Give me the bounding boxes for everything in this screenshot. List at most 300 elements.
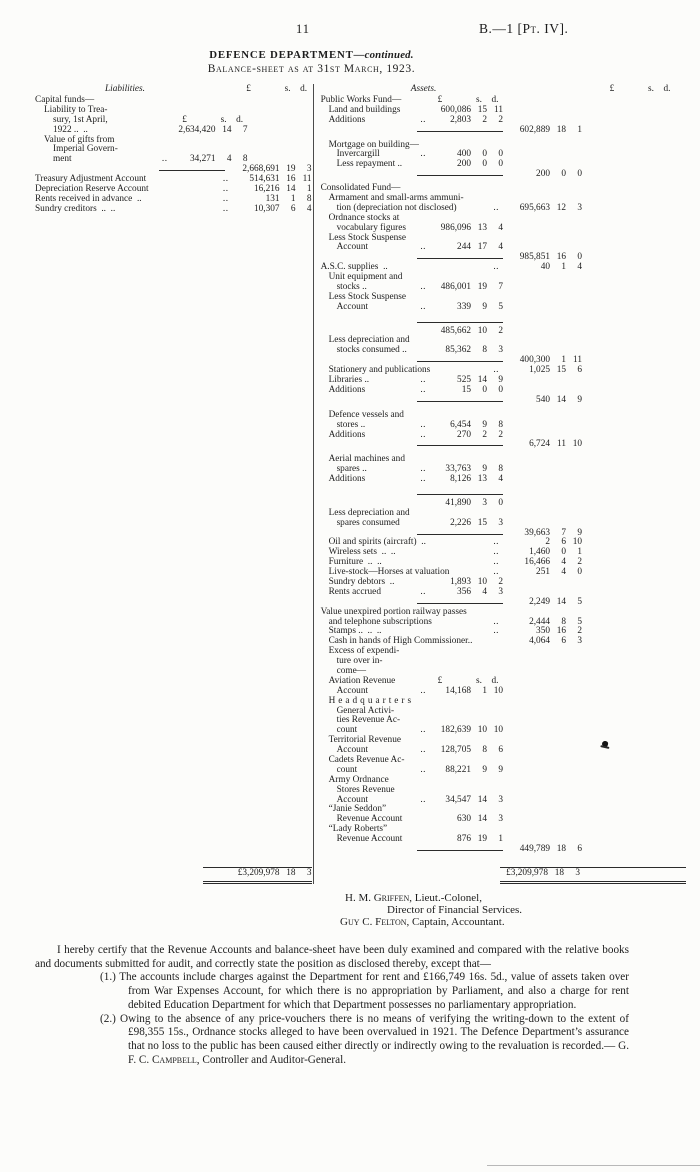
amount-pounds: 1,460 bbox=[529, 547, 550, 558]
amount-pence: 9 bbox=[498, 764, 503, 775]
amount-group bbox=[488, 637, 582, 647]
grand-total-row bbox=[314, 855, 681, 878]
row-label: Revenue Account bbox=[336, 814, 403, 825]
amount-pounds: 1,025 bbox=[529, 365, 550, 376]
amount-pounds: 400,300 bbox=[519, 355, 550, 366]
amount-pounds: 630 bbox=[457, 814, 471, 825]
row-label: Stamps .. .. .. bbox=[328, 626, 382, 637]
row-label: and telephone subscriptions bbox=[328, 616, 432, 627]
amount-shillings: 16 bbox=[556, 252, 566, 263]
row-label: Invercargill bbox=[336, 149, 380, 160]
row-label: Account bbox=[336, 745, 369, 756]
amount-group bbox=[488, 618, 582, 628]
amount-group bbox=[409, 243, 503, 253]
row-label: Additions bbox=[328, 114, 366, 125]
row-label: count bbox=[336, 764, 358, 775]
row-label: stocks .. bbox=[336, 282, 367, 293]
row-label: Libraries .. bbox=[328, 375, 370, 386]
row-label: Aerial machines and bbox=[328, 454, 405, 465]
row-label: Stores Revenue bbox=[336, 784, 395, 795]
amount-pence: d. bbox=[491, 95, 499, 105]
dot-leader: .. bbox=[420, 586, 426, 597]
amount-pounds: 34,547 bbox=[445, 794, 471, 805]
dot-leader: .. bbox=[420, 745, 426, 756]
dot-leader: .. bbox=[493, 262, 499, 273]
amount-shillings: 6 bbox=[290, 203, 296, 214]
dot-leader: .. bbox=[420, 764, 426, 775]
dot-leader: .. bbox=[420, 725, 426, 736]
amount-group bbox=[488, 529, 582, 539]
amount-pence: 7 bbox=[498, 282, 503, 293]
amount-group bbox=[409, 116, 503, 126]
amount-group bbox=[154, 155, 248, 165]
dot-leader: .. bbox=[493, 557, 499, 568]
certification-item-2 bbox=[35, 1013, 629, 1068]
dot-leader: .. bbox=[493, 616, 499, 627]
amount-group bbox=[409, 346, 503, 356]
amount-shillings: 13 bbox=[477, 222, 487, 233]
item-text: The accounts include charges against the Department for rent and £166,749 16s. 5d., value of assets taken over from War Expenses Account, for which there is no appropriation by Parliament, and also a charge for rent debited Education Department for which that Department possesses no parliamentary appropriation. bbox=[119, 971, 629, 1011]
row-label: Revenue Account bbox=[336, 834, 403, 845]
amount-pence: 4 bbox=[498, 474, 503, 485]
row-label: Value of gifts from bbox=[44, 134, 115, 145]
row-label: Account bbox=[336, 242, 369, 253]
amount-pence: 11 bbox=[573, 355, 582, 366]
balance-sheet bbox=[35, 84, 681, 884]
amount-pence: 0 bbox=[498, 497, 503, 508]
certification-intro: I hereby certify that the Revenue Accounts and balance-sheet have been duly examined and compared with the relative books and documents submitted for audit, and correctly state the position as disclosed thereby, except that— bbox=[35, 944, 629, 970]
amount-shillings: 17 bbox=[477, 242, 487, 253]
amount-group bbox=[488, 440, 582, 450]
row-label: Army Ordnance bbox=[328, 774, 389, 785]
row-label: Less Stock Suspense bbox=[328, 291, 407, 302]
amount-shillings: 12 bbox=[556, 202, 566, 213]
dot-leader: .. bbox=[420, 685, 426, 696]
page-number: 11 bbox=[295, 22, 311, 36]
amount-shillings: 18 bbox=[556, 124, 566, 135]
amount-group bbox=[409, 588, 503, 598]
amount-pence: 6 bbox=[498, 745, 503, 756]
sheet-line bbox=[314, 756, 681, 766]
amount-shillings: 9 bbox=[482, 464, 487, 475]
amount-group bbox=[409, 150, 503, 160]
amount-pence: 2 bbox=[498, 429, 503, 440]
amount-pounds: 34,271 bbox=[189, 154, 216, 165]
row-label: stores .. bbox=[336, 419, 366, 430]
amount-shillings: 4 bbox=[561, 557, 566, 568]
amount-pence: 3 bbox=[577, 636, 582, 647]
sheet-line bbox=[314, 303, 681, 313]
amount-pence: 2 bbox=[498, 114, 503, 125]
liabilities-column bbox=[35, 84, 313, 884]
amount-group bbox=[409, 726, 503, 736]
amount-pence: 7 bbox=[242, 124, 248, 135]
amount-pounds: 4,064 bbox=[529, 636, 550, 647]
amount-group bbox=[409, 796, 503, 806]
dot-leader: .. bbox=[222, 203, 229, 214]
dot-leader: .. bbox=[420, 375, 426, 386]
department-title-continued: —continued. bbox=[353, 49, 414, 61]
amount-pounds: 6,724 bbox=[529, 439, 550, 450]
item-marker: (2.) bbox=[100, 1012, 116, 1025]
amount-group bbox=[409, 815, 503, 825]
amount-shillings: 8 bbox=[561, 616, 566, 627]
sheet-line bbox=[314, 376, 681, 386]
amount-group bbox=[409, 499, 503, 509]
amount-pounds: 514,631 bbox=[249, 174, 280, 185]
row-label: Less Stock Suspense bbox=[328, 232, 407, 243]
amount-pounds: 540 bbox=[536, 394, 550, 405]
amount-pence: 10 bbox=[493, 725, 503, 736]
amount-shillings: 19 bbox=[477, 282, 487, 293]
amount-pounds: 350 bbox=[536, 626, 550, 637]
amount-shillings: 14 bbox=[556, 596, 566, 607]
amount-group bbox=[409, 475, 503, 485]
amount-pence: 3 bbox=[577, 202, 582, 213]
amount-shillings: 11 bbox=[557, 439, 566, 450]
amount-shillings: 6 bbox=[561, 636, 566, 647]
dot-leader: .. bbox=[420, 464, 426, 475]
amount-shillings: 18 bbox=[556, 844, 566, 855]
signatory-rank: Captain, Accountant. bbox=[409, 916, 505, 928]
subtotal-rule-row bbox=[314, 170, 681, 180]
dot-leader: .. bbox=[493, 626, 499, 637]
sheet-line bbox=[314, 116, 681, 126]
dot-leader: .. bbox=[222, 193, 229, 204]
row-label: Account bbox=[336, 794, 369, 805]
row-label: Ordnance stocks at bbox=[328, 212, 400, 223]
row-label: Armament and small-arms ammuni- bbox=[328, 193, 464, 204]
amount-shillings: 4 bbox=[482, 586, 487, 597]
amount-shillings: 14 bbox=[556, 394, 566, 405]
row-label: “Lady Roberts” bbox=[328, 824, 388, 835]
sheet-line bbox=[314, 431, 681, 441]
row-label: Additions bbox=[328, 429, 366, 440]
amount-pounds: 16,216 bbox=[253, 184, 280, 195]
amount-group bbox=[154, 126, 248, 136]
amount-pounds: 486,001 bbox=[440, 282, 471, 293]
amount-shillings: 9 bbox=[482, 301, 487, 312]
amount-shillings: 15 bbox=[556, 365, 566, 376]
dot-leader: .. bbox=[161, 154, 168, 165]
dot-leader: .. bbox=[420, 301, 426, 312]
amount-shillings: 2 bbox=[482, 429, 487, 440]
amount-pounds: 15 bbox=[461, 384, 471, 395]
amount-pence: 3 bbox=[498, 517, 503, 528]
sheet-line bbox=[314, 455, 681, 465]
amount-pounds: 2,803 bbox=[450, 114, 471, 125]
amount-shillings: 9 bbox=[482, 764, 487, 775]
row-label: stocks consumed .. bbox=[336, 345, 407, 356]
subtotal-rule-row bbox=[314, 317, 681, 327]
amount-pence: 2 bbox=[577, 557, 582, 568]
amount-shillings: 14 bbox=[286, 184, 296, 195]
signature-line-3 bbox=[340, 916, 505, 928]
row-label: Less depreciation and bbox=[328, 335, 410, 346]
subtotal-rule-row bbox=[314, 440, 681, 450]
amount-shillings: 19 bbox=[477, 834, 487, 845]
row-label: “Janie Seddon” bbox=[328, 804, 387, 815]
amount-pence: 0 bbox=[498, 384, 503, 395]
amount-pence: 3 bbox=[498, 814, 503, 825]
amount-shillings: 14 bbox=[222, 124, 232, 135]
row-label: Defence vessels and bbox=[328, 409, 404, 420]
amount-group bbox=[409, 687, 503, 697]
amount-pounds: 525 bbox=[457, 375, 471, 386]
row-label: Live-stock—Horses at valuation bbox=[328, 567, 450, 578]
amount-group bbox=[409, 160, 503, 170]
subtotal-rule-row bbox=[314, 489, 681, 499]
amount-shillings: 0 bbox=[482, 159, 487, 170]
amount-pounds: 41,890 bbox=[445, 497, 471, 508]
amount-group bbox=[208, 869, 312, 879]
amount-shillings: 1 bbox=[561, 355, 566, 366]
amount-pounds: 602,889 bbox=[519, 124, 550, 135]
amount-shillings: 16 bbox=[556, 626, 566, 637]
amount-pounds: 251 bbox=[536, 567, 550, 578]
row-label: Less repayment .. bbox=[336, 159, 403, 170]
amount-shillings: 15 bbox=[477, 104, 487, 115]
amount-group bbox=[409, 835, 503, 845]
amount-pence: 6 bbox=[577, 844, 582, 855]
amount-pence: 1 bbox=[306, 184, 312, 195]
sheet-line bbox=[314, 160, 681, 170]
amount-pence: 3 bbox=[498, 794, 503, 805]
amount-pounds: 33,763 bbox=[445, 464, 471, 475]
amount-shillings: 7 bbox=[561, 527, 566, 538]
amount-pounds: 182,639 bbox=[440, 725, 471, 736]
row-label: General Activi- bbox=[336, 705, 395, 716]
dot-leader: .. bbox=[222, 184, 229, 195]
sheet-line bbox=[314, 519, 681, 529]
amount-pounds: 39,663 bbox=[524, 527, 550, 538]
amount-pence: 3 bbox=[306, 868, 312, 878]
amount-pounds: 131 bbox=[265, 193, 280, 204]
row-label: Additions bbox=[328, 474, 366, 485]
amount-pence: 5 bbox=[577, 596, 582, 607]
amount-shillings: s. bbox=[476, 675, 482, 686]
row-label: vocabulary figures bbox=[336, 222, 407, 233]
amount-pounds: 200 bbox=[536, 169, 550, 180]
liabilities-header bbox=[35, 84, 313, 95]
amount-shillings: 8 bbox=[482, 745, 487, 756]
amount-group bbox=[218, 205, 312, 215]
pence-col-header: d. bbox=[300, 84, 308, 94]
subtotal-rule-row bbox=[314, 845, 681, 855]
amount-pounds: 16,466 bbox=[524, 557, 550, 568]
row-label: Treasury Adjustment Account bbox=[35, 174, 147, 185]
sheet-line bbox=[314, 465, 681, 475]
item-marker: (1.) bbox=[100, 971, 116, 984]
row-label: sury, 1st April, bbox=[53, 114, 108, 125]
grand-total-rules bbox=[500, 867, 686, 884]
amount-pence: 10 bbox=[572, 439, 582, 450]
dot-leader: .. bbox=[222, 174, 229, 185]
amount-pounds: 40 bbox=[540, 262, 550, 273]
dot-leader: .. bbox=[420, 794, 426, 805]
amount-shillings: 9 bbox=[482, 419, 487, 430]
amount-pence: 0 bbox=[498, 159, 503, 170]
amount-pence: 3 bbox=[575, 868, 580, 878]
amount-pence: 10 bbox=[493, 685, 503, 696]
amount-group bbox=[409, 746, 503, 756]
assets-header bbox=[314, 84, 681, 95]
assets-heading: Assets. bbox=[410, 84, 437, 94]
sheet-line bbox=[314, 786, 681, 796]
amount-shillings: 1 bbox=[482, 685, 487, 696]
amount-shillings: 0 bbox=[482, 384, 487, 395]
amount-pence: d. bbox=[491, 675, 499, 686]
row-label: Rents accrued bbox=[328, 586, 381, 597]
row-label: Sundry creditors .. .. bbox=[35, 203, 116, 214]
sheet-line bbox=[314, 273, 681, 283]
pounds-col-header: £ bbox=[609, 84, 615, 94]
row-label: ment bbox=[53, 154, 72, 165]
amount-shillings: 14 bbox=[477, 375, 487, 386]
dot-leader: .. bbox=[420, 429, 426, 440]
amount-pence: 3 bbox=[306, 164, 312, 175]
amount-pounds: 128,705 bbox=[440, 745, 471, 756]
amount-pounds: 85,362 bbox=[445, 345, 471, 356]
row-label: 1922 .. .. bbox=[53, 124, 88, 135]
signature-line-1 bbox=[345, 892, 482, 904]
amount-pence: 0 bbox=[577, 567, 582, 578]
report-reference: B.—1 [Pt. IV]. bbox=[479, 21, 569, 36]
amount-shillings: 6 bbox=[561, 537, 566, 548]
amount-pounds: 10,307 bbox=[253, 203, 280, 214]
amount-shillings: 1 bbox=[561, 262, 566, 273]
sheet-line bbox=[35, 205, 313, 215]
amount-pounds: 400 bbox=[457, 149, 471, 160]
row-label: Value unexpired portion railway passes bbox=[320, 606, 467, 617]
amount-group bbox=[488, 126, 582, 136]
amount-shillings: 0 bbox=[561, 547, 566, 558]
amount-shillings: 10 bbox=[477, 576, 487, 587]
amount-shillings: 8 bbox=[482, 345, 487, 356]
amount-pence: 1 bbox=[577, 124, 582, 135]
amount-pounds: 200 bbox=[457, 159, 471, 170]
amount-pence: 9 bbox=[577, 527, 582, 538]
subtotal-rule bbox=[417, 494, 503, 495]
amount-group bbox=[409, 327, 503, 337]
row-label: ture over in- bbox=[336, 656, 383, 667]
amount-pence: 11 bbox=[494, 104, 503, 115]
amount-shillings: 4 bbox=[561, 567, 566, 578]
amount-shillings: 2 bbox=[482, 114, 487, 125]
audit-certification bbox=[35, 944, 629, 1067]
dot-leader: .. bbox=[493, 365, 499, 376]
liabilities-col-headers bbox=[218, 84, 312, 95]
amount-pence: 9 bbox=[577, 394, 582, 405]
signatory-rank: Lieut.-Colonel, bbox=[411, 892, 482, 904]
amount-pounds: 2,634,420 bbox=[178, 124, 216, 135]
subtotal-rule bbox=[417, 322, 503, 323]
dot-leader: .. bbox=[420, 419, 426, 430]
sheet-line bbox=[314, 293, 681, 303]
amount-pence: 2 bbox=[577, 626, 582, 637]
amount-pence: 3 bbox=[498, 586, 503, 597]
row-label: Furniture .. .. bbox=[328, 557, 382, 568]
sheet-line bbox=[314, 421, 681, 431]
amount-pounds: 600,086 bbox=[440, 104, 471, 115]
amount-pence: 5 bbox=[498, 301, 503, 312]
amount-pence: 2 bbox=[498, 576, 503, 587]
row-label: spares consumed bbox=[336, 517, 400, 528]
amount-pounds: 2,226 bbox=[450, 517, 471, 528]
row-label: Public Works Fund— bbox=[320, 95, 402, 105]
amount-pounds: 2,249 bbox=[529, 596, 550, 607]
dot-leader: .. bbox=[420, 384, 426, 395]
sheet-line bbox=[314, 657, 681, 667]
amount-group bbox=[218, 185, 312, 195]
amount-pounds: 2,444 bbox=[529, 616, 550, 627]
amount-group bbox=[409, 386, 503, 396]
amount-pence: 1 bbox=[498, 834, 503, 845]
amount-pounds: £3,209,978 bbox=[506, 868, 548, 878]
pence-col-header: d. bbox=[663, 84, 671, 94]
amount-pounds: 986,096 bbox=[440, 222, 471, 233]
amount-pounds: 1,893 bbox=[450, 576, 471, 587]
row-label: tion (depreciation not disclosed) bbox=[336, 202, 457, 213]
sheet-line bbox=[35, 145, 313, 155]
signature-line-2: Director of Financial Services. bbox=[387, 904, 523, 916]
row-label: Less depreciation and bbox=[328, 507, 410, 518]
subtotal-rule-row bbox=[314, 396, 681, 406]
amount-shillings: 18 bbox=[554, 868, 564, 878]
amount-shillings: 13 bbox=[477, 474, 487, 485]
row-label: Sundry debtors .. bbox=[328, 576, 395, 587]
amount-pounds: 449,789 bbox=[519, 844, 550, 855]
amount-pounds: 985,851 bbox=[519, 252, 550, 263]
row-label: Oil and spirits (aircraft) .. bbox=[328, 537, 426, 548]
row-label: come— bbox=[336, 665, 366, 676]
row-label: Capital funds— bbox=[35, 95, 95, 105]
row-label: spares .. bbox=[336, 464, 367, 475]
amount-pounds: 2 bbox=[545, 537, 550, 548]
ink-blot-artifact bbox=[601, 740, 608, 747]
row-label: Excess of expendi- bbox=[328, 646, 400, 657]
amount-pence: 11 bbox=[302, 174, 312, 185]
amount-group bbox=[409, 519, 503, 529]
amount-shillings: 0 bbox=[561, 169, 566, 180]
signatory-name: Guy C. Felton, bbox=[340, 916, 410, 928]
row-label: ties Revenue Ac- bbox=[336, 715, 401, 726]
amount-group bbox=[488, 263, 582, 273]
sheet-line bbox=[314, 835, 681, 845]
row-label: Depreciation Reserve Account bbox=[35, 184, 149, 195]
row-label: Territorial Revenue bbox=[328, 735, 401, 746]
amount-shillings: 4 bbox=[226, 154, 232, 165]
row-label: Mortgage on building— bbox=[328, 139, 419, 150]
scan-edge-line bbox=[487, 1165, 700, 1166]
dot-leader: .. bbox=[493, 547, 499, 558]
amount-pounds: 14,168 bbox=[445, 685, 471, 696]
amount-pence: 0 bbox=[577, 169, 582, 180]
amount-pounds: 695,663 bbox=[519, 202, 550, 213]
amount-shillings: 10 bbox=[477, 325, 487, 336]
amount-pence: 4 bbox=[498, 242, 503, 253]
amount-group bbox=[409, 224, 503, 234]
amount-group bbox=[488, 558, 582, 568]
amount-pounds: £3,209,978 bbox=[237, 868, 280, 878]
row-label: Rents received in advance .. bbox=[35, 193, 142, 204]
amount-pence: 5 bbox=[577, 616, 582, 627]
row-label: Imperial Govern- bbox=[53, 144, 118, 155]
amount-pence: 2 bbox=[498, 325, 503, 336]
grand-total-rules bbox=[203, 867, 312, 884]
sheet-line bbox=[314, 386, 681, 396]
amount-shillings: 15 bbox=[477, 517, 487, 528]
